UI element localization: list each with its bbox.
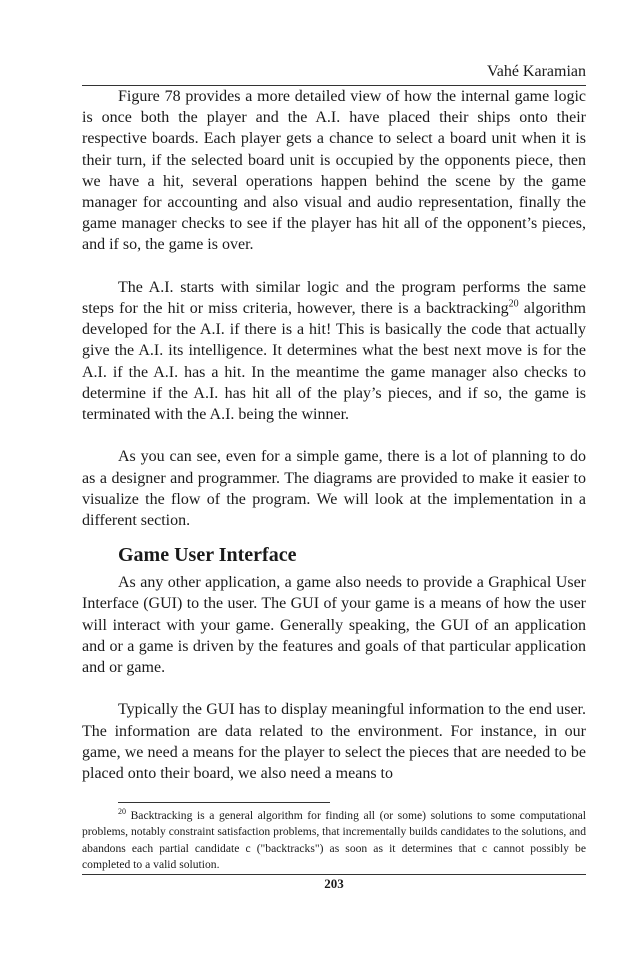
paragraph-gui-intro: As any other application, a game also needs to provide a Graphical User Interface (GUI) to the user. The GUI of your game is a means of how the user will interact with your game. Generally speaking, the GUI of an application and or a game is driven by the features and goals of that particular application and or game. (82, 574, 586, 677)
running-head-author: Vahé Karamian (486, 63, 586, 80)
footnote-text: Backtracking is a general algorithm for finding all (or some) solutions to some computational problems, notably constraint satisfaction problems, that incrementally builds candidates to the solutions, and abandons each partial candidate c ("backtracks") as soon as it determines that c cannot possibly be completed to a valid solution. (82, 809, 586, 872)
footnote-rule (118, 802, 330, 803)
paragraph-game-logic: Figure 78 provides a more detailed view of how the internal game logic is once both the player and the A.I. have placed their ships onto their respective boards. Each player gets a chance to select a board unit when it is their turn, if the selected board unit is occupied by the opponents piece, then we have a hit, several operations happen behind the scene by the game manager for accounting and also visual and audio representation, finally the game manager checks to see if the player has hit all of the opponent’s pieces, and if so, the game is over. (82, 88, 586, 254)
footnote (82, 808, 586, 874)
body-text (82, 86, 586, 784)
paragraph-planning: As you can see, even for a simple game, there is a lot of planning to do as a designer and programmer. The diagrams are provided to make it easier to visualize the flow of the program. We will look at the implementation in a different section. (82, 448, 586, 530)
paragraph-ai-logic-start: The A.I. starts with similar logic and the program performs the same steps for the hit or miss criteria, however, there is a backtracking (82, 278, 586, 318)
footnote-reference[interactable]: 20 (508, 298, 519, 310)
section-heading: Game User Interface (118, 544, 297, 567)
footnote-marker: 20 (118, 807, 126, 817)
paragraph-gui-display: Typically the GUI has to display meaningful information to the end user. The information are data related to the environment. For instance, in our game, we need a means for the player to select the pieces that are needed to be placed onto their board, we also need a means to (82, 701, 586, 783)
paragraph-ai-logic-end: algorithm developed for the A.I. if there is a hit! This is basically the code that actually give the A.I. its intelligence. It determines what the best next move is for the A.I. if the A.I. has a hit. In the meantime the game manager also checks to determine if the A.I. has hit all of the play’s pieces, and if so, the game is terminated with the A.I. being the winner. (82, 300, 586, 424)
paragraph-ai-logic (82, 277, 586, 425)
book-page (82, 0, 586, 957)
footer-rule (82, 874, 586, 875)
page-number: 203 (324, 876, 344, 891)
